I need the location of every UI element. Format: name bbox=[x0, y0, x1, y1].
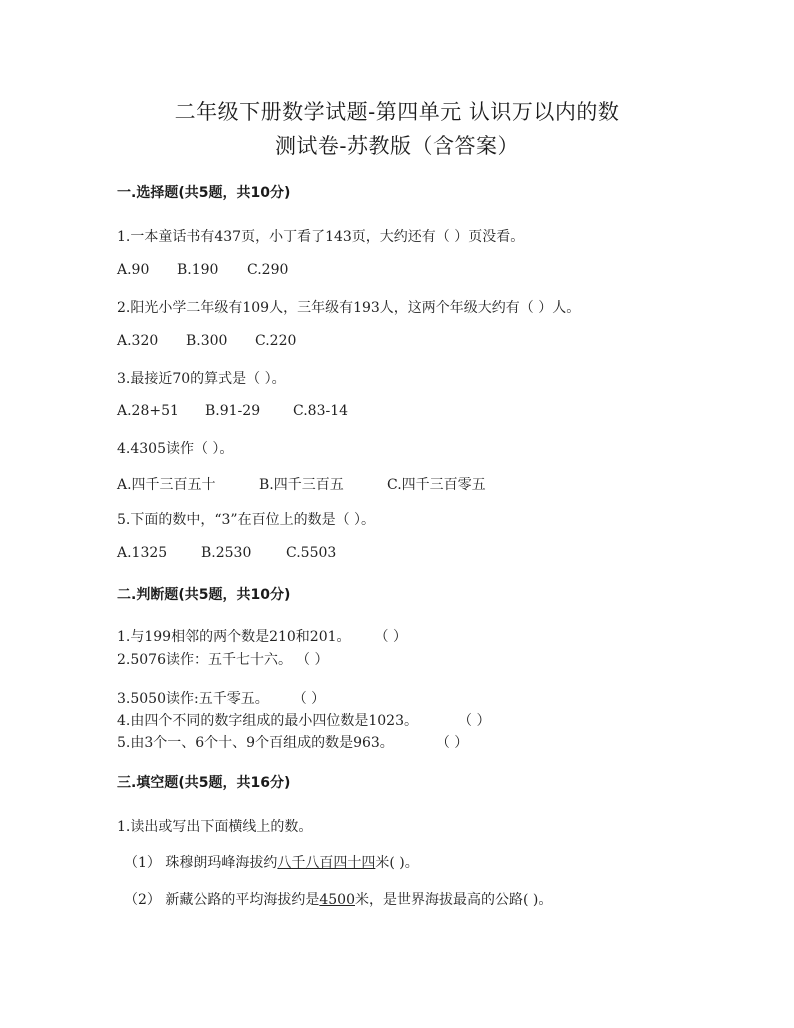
section-heading-choice: 一.选择题(共5题，共10分) bbox=[117, 185, 291, 201]
option-b: B.四千三百五 bbox=[259, 477, 344, 493]
judgement-text: 4.由四个不同的数字组成的最小四位数是1023。 bbox=[117, 713, 418, 729]
document-title-line1: 二年级下册数学试题-第四单元 认识万以内的数 bbox=[174, 100, 620, 124]
judgement-item-1 bbox=[117, 626, 407, 646]
sub-question-text: （1） 珠穆朗玛峰海拔约 bbox=[124, 855, 278, 871]
judgement-text: 2.5076读作：五千七十六。 bbox=[117, 652, 292, 668]
question-5: 5.下面的数中，“3”在百位上的数是（ ）。 bbox=[117, 512, 376, 528]
document-title-line2: 测试卷-苏教版（含答案） bbox=[274, 134, 520, 158]
option-b: B.190 bbox=[177, 262, 219, 278]
section-heading-judgement: 二.判断题(共5题，共10分) bbox=[117, 587, 291, 603]
judgement-item-5 bbox=[117, 732, 468, 752]
option-c: C.5503 bbox=[286, 545, 337, 561]
option-c: C.83-14 bbox=[293, 403, 349, 419]
judgement-text: 1.与199相邻的两个数是210和201。 bbox=[117, 629, 351, 645]
option-b: B.91-29 bbox=[205, 403, 261, 419]
judgement-item-2 bbox=[117, 649, 328, 669]
section-heading-fill-in: 三.填空题(共5题，共16分) bbox=[117, 775, 291, 791]
underlined-number: 4500 bbox=[319, 892, 355, 908]
option-a: A.320 bbox=[117, 333, 159, 349]
sub-question-text: （2） 新藏公路的平均海拔约是 bbox=[124, 892, 320, 908]
question-3-options bbox=[117, 403, 348, 419]
judgement-item-3 bbox=[117, 688, 325, 708]
question-3: 3.最接近70的算式是（ ）。 bbox=[117, 371, 286, 387]
option-b: B.2530 bbox=[201, 545, 252, 561]
judgement-item-4 bbox=[117, 710, 490, 730]
fill-sub-question-1 bbox=[124, 852, 419, 872]
question-4: 4.4305读作（ ）。 bbox=[117, 441, 234, 457]
option-a: A.1325 bbox=[117, 545, 168, 561]
option-c: C.290 bbox=[247, 262, 289, 278]
option-b: B.300 bbox=[186, 333, 228, 349]
question-2: 2.阳光小学二年级有109人，三年级有193人，这两个年级大约有（ ）人。 bbox=[117, 300, 581, 316]
fill-question-1: 1.读出或写出下面横线上的数。 bbox=[117, 819, 313, 835]
answer-blank: 米，是世界海拔最高的公路( )。 bbox=[355, 892, 553, 908]
answer-blank: 米( )。 bbox=[375, 855, 419, 871]
underlined-number: 八千八百四十四 bbox=[277, 855, 376, 871]
answer-paren: （ ） bbox=[296, 652, 329, 668]
question-1: 1.一本童话书有437页，小丁看了143页，大约还有（ ）页没看。 bbox=[117, 229, 525, 245]
option-c: C.220 bbox=[255, 333, 297, 349]
question-4-options bbox=[117, 474, 486, 494]
judgement-text: 5.由3个一、6个十、9个百组成的数是963。 bbox=[117, 735, 394, 751]
judgement-text: 3.5050读作:五千零五。 bbox=[117, 691, 269, 707]
fill-sub-question-2 bbox=[124, 889, 552, 909]
option-a: A.90 bbox=[117, 262, 150, 278]
answer-paren: （ ） bbox=[435, 735, 469, 751]
question-5-options bbox=[117, 545, 336, 561]
answer-paren: （ ） bbox=[292, 691, 326, 707]
answer-paren: （ ） bbox=[458, 713, 491, 729]
answer-paren: （ ） bbox=[374, 629, 407, 645]
option-a: A.四千三百五十 bbox=[117, 477, 216, 493]
question-2-options bbox=[117, 333, 296, 349]
option-a: A.28+51 bbox=[117, 403, 179, 419]
option-c: C.四千三百零五 bbox=[387, 477, 486, 493]
question-1-options bbox=[117, 262, 288, 278]
